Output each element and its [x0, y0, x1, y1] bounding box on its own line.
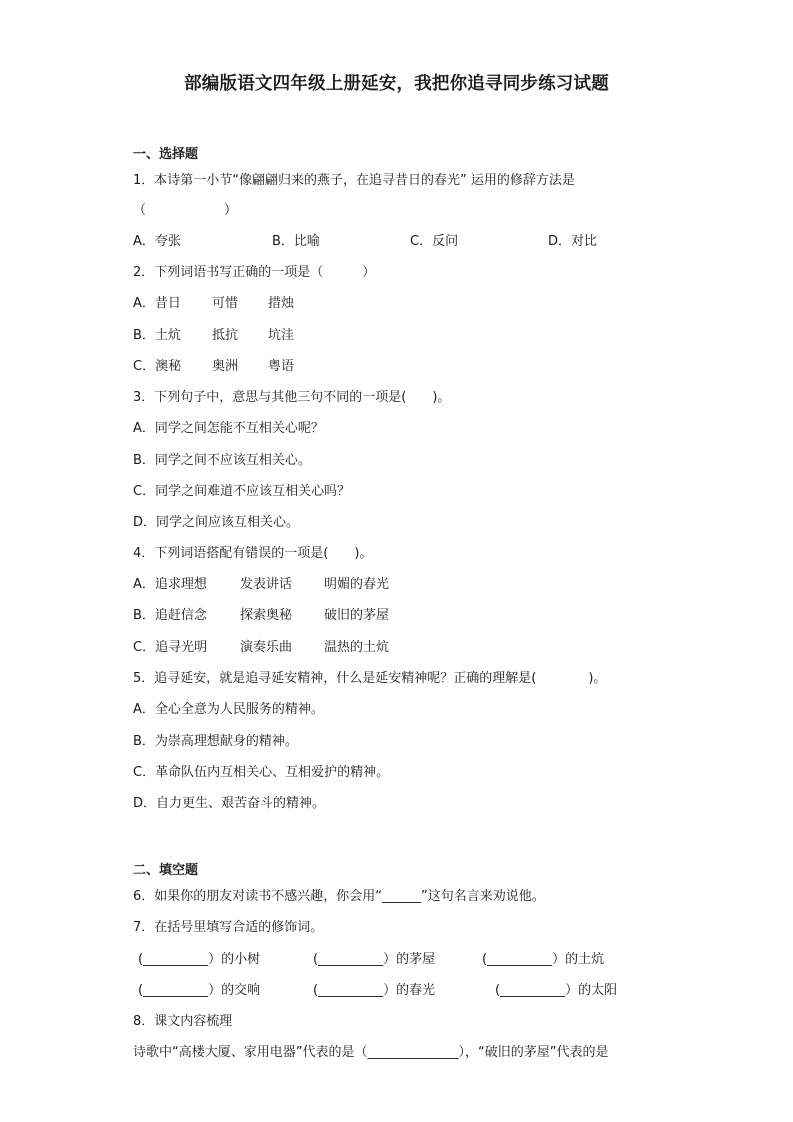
question-5-option-b: B．为崇高理想献身的精神。 [133, 734, 298, 749]
option-label: B．追赶信念 [133, 608, 207, 623]
option-d: D．对比 [548, 234, 598, 249]
fill-blank: (__________）的茅屋 [313, 952, 436, 967]
question-1-stem: 1．本诗第一小节“像翩翩归来的燕子，在追寻昔日的春光” 运用的修辞方法是 [133, 173, 575, 188]
fill-blank: (__________）的交响 [138, 983, 261, 998]
question-5-option-a: A．全心全意为人民服务的精神。 [133, 702, 324, 717]
fill-blank: (__________）的土炕 [482, 952, 605, 967]
option-c: C．反问 [410, 234, 459, 249]
option-a: A．夸张 [133, 234, 181, 249]
question-7-row-1 [133, 951, 653, 969]
section-heading-choice: 一、选择题 [133, 147, 199, 162]
option-label: A．追求理想 [133, 577, 207, 592]
fill-blank: (__________）的太阳 [495, 983, 618, 998]
question-1-blank: （ ） [133, 203, 238, 218]
option-label: A．昔日 [133, 296, 181, 311]
option-b: B．比喻 [272, 234, 320, 249]
question-8-line: 诗歌中“高楼大厦、家用电器”代表的是（______________），“破旧的茅屋”代表的是 [133, 1045, 609, 1060]
question-3-option-a: A．同学之间怎能不互相关心呢？ [133, 421, 324, 436]
question-7-row-2 [133, 982, 653, 1000]
question-2-option-b [133, 327, 433, 345]
option-word: 坑洼 [268, 328, 295, 343]
question-3-stem: 3．下列句子中，意思与其他三句不同的一项是( )。 [133, 390, 451, 405]
question-3-option-c: C．同学之间难道不应该互相关心吗？ [133, 484, 351, 499]
option-word: 粤语 [268, 359, 295, 374]
option-label: B．土炕 [133, 328, 181, 343]
option-word: 明媚的春光 [324, 577, 390, 592]
question-1-options [133, 233, 693, 251]
question-5-option-d: D．自力更生、艰苦奋斗的精神。 [133, 796, 326, 811]
question-2-stem: 2．下列词语书写正确的一项是（ ） [133, 265, 376, 280]
section-heading-fill: 二、填空题 [133, 863, 199, 878]
page-title: 部编版语文四年级上册延安，我把你追寻同步练习试题 [184, 74, 609, 94]
fill-blank: (__________）的小树 [138, 952, 261, 967]
option-word: 措烛 [268, 296, 295, 311]
option-word: 探索奥秘 [240, 608, 293, 623]
fill-blank: (__________）的春光 [313, 983, 436, 998]
option-word: 抵抗 [212, 328, 239, 343]
question-2-option-c [133, 358, 433, 376]
question-2-option-a [133, 295, 433, 313]
option-word: 演奏乐曲 [240, 640, 293, 655]
question-5-option-c: C．革命队伍内互相关心、互相爱护的精神。 [133, 765, 390, 780]
option-label: C．澳秘 [133, 359, 182, 374]
question-8-stem: 8．课文内容梳理 [133, 1014, 233, 1029]
question-6: 6．如果你的朋友对读书不感兴趣，你会用“______”这句名言来劝说他。 [133, 889, 545, 904]
option-word: 奥洲 [212, 359, 239, 374]
option-word: 破旧的茅屋 [324, 608, 390, 623]
question-4-option-a [133, 576, 533, 594]
option-word: 可惜 [212, 296, 239, 311]
option-word: 发表讲话 [240, 577, 293, 592]
question-5-stem: 5．追寻延安，就是追寻延安精神，什么是延安精神呢？正确的理解是( )。 [133, 671, 607, 686]
question-4-option-b [133, 607, 533, 625]
question-3-option-d: D．同学之间应该互相关心。 [133, 515, 300, 530]
option-word: 温热的土炕 [324, 640, 390, 655]
question-3-option-b: B．同学之间不应该互相关心。 [133, 453, 311, 468]
question-4-option-c [133, 639, 533, 657]
question-7-stem: 7．在括号里填写合适的修饰词。 [133, 920, 324, 935]
question-4-stem: 4．下列词语搭配有错误的一项是( )。 [133, 546, 373, 561]
option-label: C．追寻光明 [133, 640, 208, 655]
